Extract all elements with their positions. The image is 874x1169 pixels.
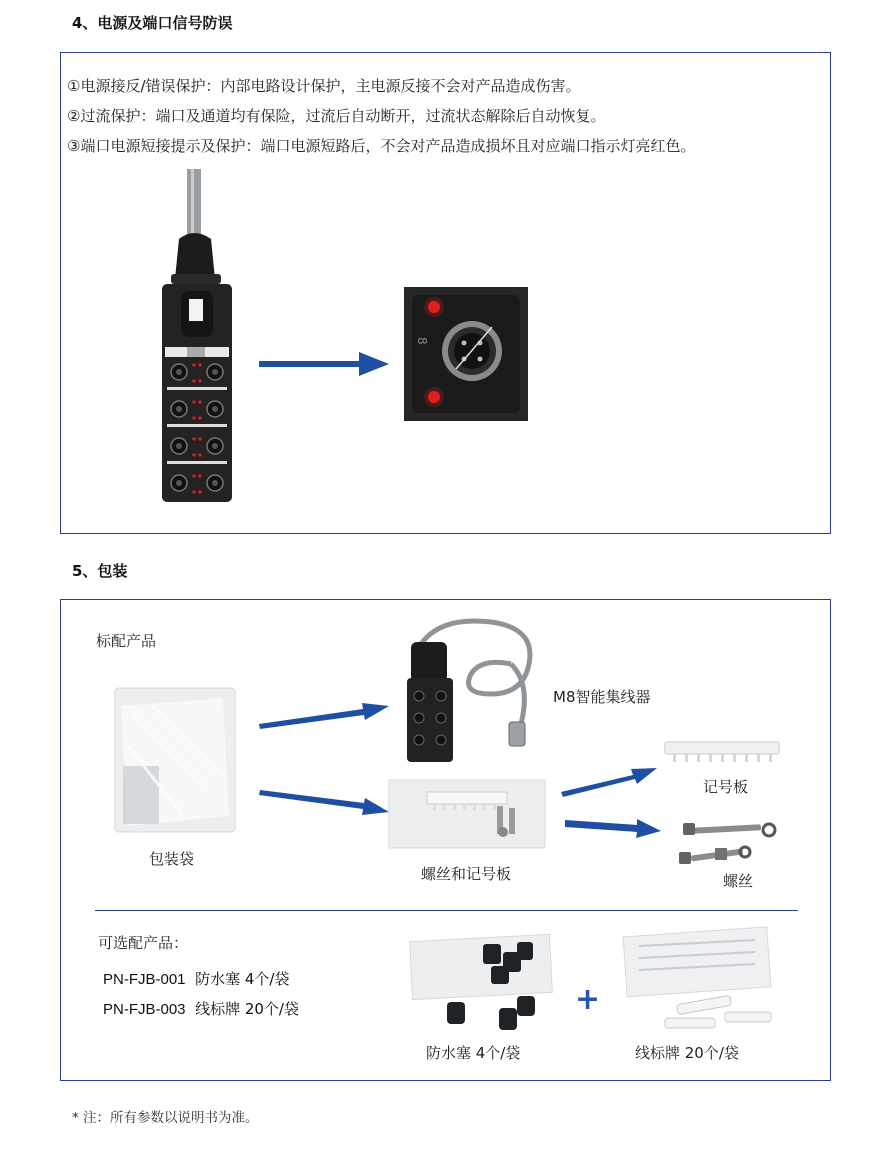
optional-item-1-code: PN-FJB-001 [103, 971, 186, 988]
hub-with-cable-image [401, 614, 541, 764]
svg-text:8: 8 [415, 337, 429, 345]
plus-icon: + [575, 982, 601, 1017]
arrow-to-marker-icon [561, 762, 657, 798]
waterproof-plugs-image [407, 934, 557, 1034]
section-5-box [60, 599, 831, 1081]
section-divider [95, 910, 798, 911]
standard-products-label: 标配产品 [96, 632, 157, 650]
screw-label: 螺丝 [723, 872, 754, 890]
bag-label: 包装袋 [149, 850, 195, 868]
plug-caption: 防水塞 4个/袋 [426, 1044, 521, 1062]
optional-item-2-code: PN-FJB-003 [103, 1001, 186, 1018]
feature-2: ②过流保护：端口及通道均有保险，过流后自动断开，过流状态解除后自动恢复。 [67, 107, 606, 125]
footnote: * 注：所有参数以说明书为准。 [72, 1110, 259, 1126]
feature-1: ①电源接反/错误保护：内部电路设计保护，主电源反接不会对产品造成伤害。 [67, 77, 581, 95]
screw-pack-label: 螺丝和记号板 [421, 865, 512, 883]
tag-caption: 线标牌 20个/袋 [635, 1044, 739, 1062]
optional-item-1 [103, 968, 289, 989]
section-4-title: 4、电源及端口信号防误 [72, 14, 233, 32]
marker-strip-image [659, 736, 783, 766]
arrow-right-icon [259, 351, 389, 377]
optional-item-1-desc: 防水塞 4个/袋 [195, 970, 290, 988]
wire-tags-image [615, 926, 775, 1036]
feature-3: ③端口电源短接提示及保护：端口电源短路后，不会对产品造成损坏且对应端口指示灯亮红色。 [67, 137, 696, 155]
optional-item-2 [103, 998, 299, 1019]
arrow-to-screw-pack-icon [259, 788, 389, 820]
hub-product-image [157, 169, 237, 504]
screws-image [673, 818, 783, 874]
screw-pack-image [387, 778, 547, 850]
packaging-bag-image [113, 686, 237, 834]
section-4-box [60, 52, 831, 534]
optional-products-label: 可选配产品： [98, 934, 189, 952]
marker-label: 记号板 [703, 778, 749, 796]
arrow-to-hub-icon [259, 698, 389, 730]
port-closeup-image [404, 287, 528, 421]
arrow-to-screw-icon [565, 814, 661, 842]
optional-item-2-desc: 线标牌 20个/袋 [195, 1000, 299, 1018]
hub-label: M8智能集线器 [553, 688, 651, 706]
section-5-title: 5、包装 [72, 562, 128, 580]
